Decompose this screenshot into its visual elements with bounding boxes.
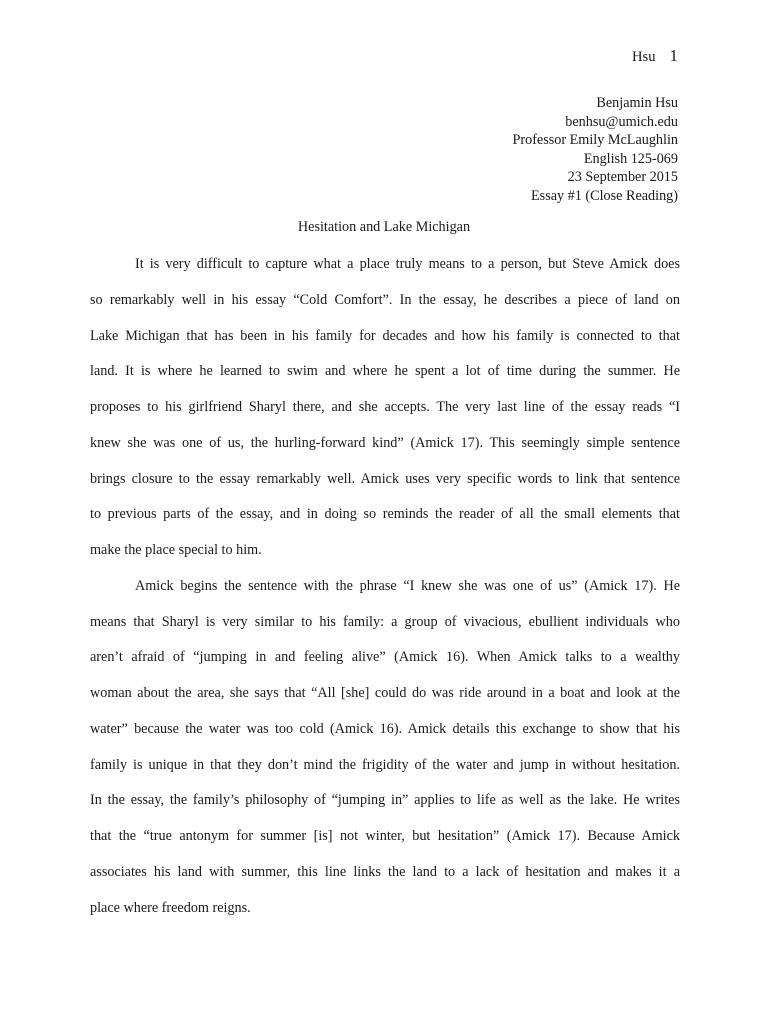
running-head-name: Hsu [631,49,656,65]
text-line: that the “true antonym for summer [is] not winter, but hesitation” (Amick 17). Because Amick [90,828,680,844]
text-line: associates his land with summer, this line links the land to a lack of hesitation and makes it a [90,863,680,880]
course-name: English 125-069 [583,150,678,167]
text-line: woman about the area, she says that “All [she] could do was ride around in a boat and look at the [90,685,680,701]
professor-name: Professor Emily McLaughlin [512,132,678,149]
text-line: so remarkably well in his essay “Cold Comfort”. In the essay, he describes a piece of land on [90,291,680,308]
text-line: means that Sharyl is very similar to his family: a group of vivacious, ebullient individuals who [90,613,680,630]
running-head [632,46,678,66]
essay-date: 23 September 2015 [567,169,678,186]
page-number: 1 [669,46,678,65]
text-line: aren’t afraid of “jumping in and feeling alive” (Amick 16). When Amick talks to a wealthy [90,649,680,666]
essay-body [90,253,680,932]
text-line: family is unique in that they don’t mind the frigidity of the water and jump in without hesitation. [90,756,680,773]
text-line: In the essay, the family’s philosophy of “jumping in” applies to life as well as the lake. He writes [90,792,680,809]
text-line: land. It is where he learned to swim and where he spent a lot of time during the summer. He [90,363,680,380]
author-name: Benjamin Hsu [596,95,678,111]
essay-title: Hesitation and Lake Michigan [297,219,471,235]
author-email: benhsu@umich.edu [565,113,678,130]
text-line: place where freedom reigns. [90,899,251,916]
paragraph-1 [90,253,680,575]
text-line: knew she was one of us, the hurling-forward kind” (Amick 17). This seemingly simple sentence [90,434,680,451]
text-line: brings closure to the essay remarkably well. Amick uses very specific words to link that sentence [90,470,680,487]
text-line: It is very difficult to capture what a place truly means to a person, but Steve Amick does [135,256,680,272]
assignment-label: Essay #1 (Close Reading) [531,187,678,204]
text-line: to previous parts of the essay, and in doing so reminds the reader of all the small elements that [90,506,680,523]
heading-block [513,94,679,206]
text-line: make the place special to him. [90,542,262,558]
text-line: water” because the water was too cold (Amick 16). Amick details this exchange to show that his [90,720,680,737]
text-line: Lake Michigan that has been in his family for decades and how his family is connected to that [90,327,680,344]
text-line: Amick begins the sentence with the phrase “I knew she was one of us” (Amick 17). He [135,577,680,594]
paragraph-2 [90,575,680,933]
text-line: proposes to his girlfriend Sharyl there, and she accepts. The very last line of the essay reads “I [90,399,680,415]
